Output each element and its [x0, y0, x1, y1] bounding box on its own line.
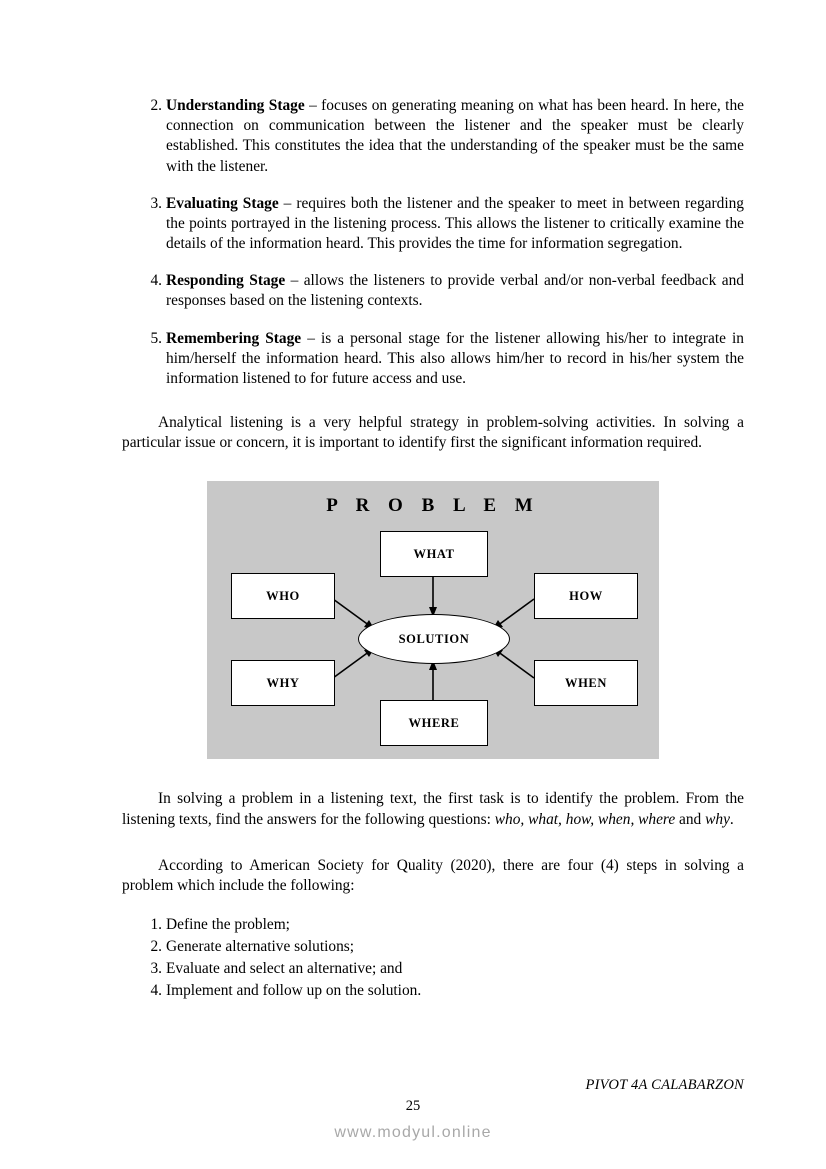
- list-item-text: Generate alternative solutions;: [166, 938, 355, 956]
- list-item-title: Remembering Stage: [166, 329, 302, 347]
- list-item-number: 4.: [150, 982, 162, 1000]
- list-item-number: 2.: [150, 97, 162, 114]
- diagram-node-who: WHO: [231, 573, 335, 619]
- list-item-number: 5.: [150, 329, 162, 347]
- list-item: [122, 958, 744, 980]
- list-item: [122, 271, 744, 311]
- problem-solving-text: In solving a problem in a listening text, the first task is to identify the problem. From the listening texts, find the answers for the following questions:: [122, 790, 744, 828]
- list-item-number: 1.: [150, 916, 162, 934]
- diagram-node-why: WHY: [231, 660, 335, 706]
- list-item: [122, 329, 744, 390]
- diagram-node-solution: SOLUTION: [358, 614, 510, 664]
- problem-solving-steps-list: [122, 914, 744, 1002]
- footer-label: PIVOT 4A CALABARZON: [585, 1077, 744, 1093]
- list-item-number: 4.: [150, 272, 162, 290]
- list-item-title: Understanding Stage: [166, 97, 305, 114]
- diagram-node-how: HOW: [534, 573, 638, 619]
- list-item: [122, 936, 744, 958]
- analytical-listening-paragraph: Analytical listening is a very helpful strategy in problem-solving activities. In solving a particular issue or concern, it is important to identify first the significant information required.: [122, 414, 744, 452]
- list-item-body: – requires both the listener and the speaker to meet in between regarding the points portrayed in the listening process. This allows the listener to critically examine the details of the information heard. This provides the time for information segregation.: [166, 194, 744, 253]
- diagram-node-where: WHERE: [380, 700, 488, 746]
- list-item-text: Define the problem;: [166, 916, 290, 934]
- list-item-number: 2.: [150, 938, 162, 956]
- listening-stages-list: [122, 96, 744, 389]
- list-item-body: – focuses on generating meaning on what has been heard. In here, the connection on communication between the listener and the speaker must be clearly established. This constitutes the idea that the understanding of the speaker must be the same with the listener.: [166, 97, 744, 175]
- asq-paragraph: According to American Society for Quality (2020), there are four (4) steps in solving a problem which include the following:: [122, 856, 744, 894]
- list-item-title: Responding Stage: [166, 272, 286, 290]
- problem-solution-diagram-wrapper: [122, 481, 744, 759]
- question-words-conjunction: and: [675, 810, 706, 828]
- list-item-text: Implement and follow up on the solution.: [166, 982, 422, 1000]
- diagram-title: P R O B L E M: [326, 495, 540, 517]
- problem-solving-paragraph: [122, 789, 744, 829]
- page-number: 25: [405, 1098, 421, 1114]
- list-item: [122, 96, 744, 177]
- list-item: [122, 980, 744, 1002]
- question-words: who, what, how, when, where: [494, 810, 676, 828]
- diagram-node-when: WHEN: [534, 660, 638, 706]
- list-item-body: – allows the listeners to provide verbal and/or non-verbal feedback and responses based on the listening contexts.: [166, 272, 744, 310]
- list-item-text: Evaluate and select an alternative; and: [166, 960, 403, 978]
- list-item: [122, 194, 744, 255]
- problem-solution-diagram: [207, 481, 659, 759]
- question-words-period: .: [729, 810, 734, 828]
- list-item-number: 3.: [150, 194, 162, 212]
- watermark: www.modyul.online: [334, 1124, 492, 1141]
- diagram-node-what: WHAT: [380, 531, 488, 577]
- list-item-body: – is a personal stage for the listener allowing his/her to integrate in him/herself the information heard. This also allows him/her to record in his/her system the information listened to for future access and use.: [166, 329, 744, 387]
- list-item: [122, 914, 744, 936]
- list-item-number: 3.: [150, 960, 162, 978]
- page-content: [122, 96, 744, 1002]
- question-word-why: why: [705, 810, 730, 828]
- list-item-title: Evaluating Stage: [166, 194, 279, 212]
